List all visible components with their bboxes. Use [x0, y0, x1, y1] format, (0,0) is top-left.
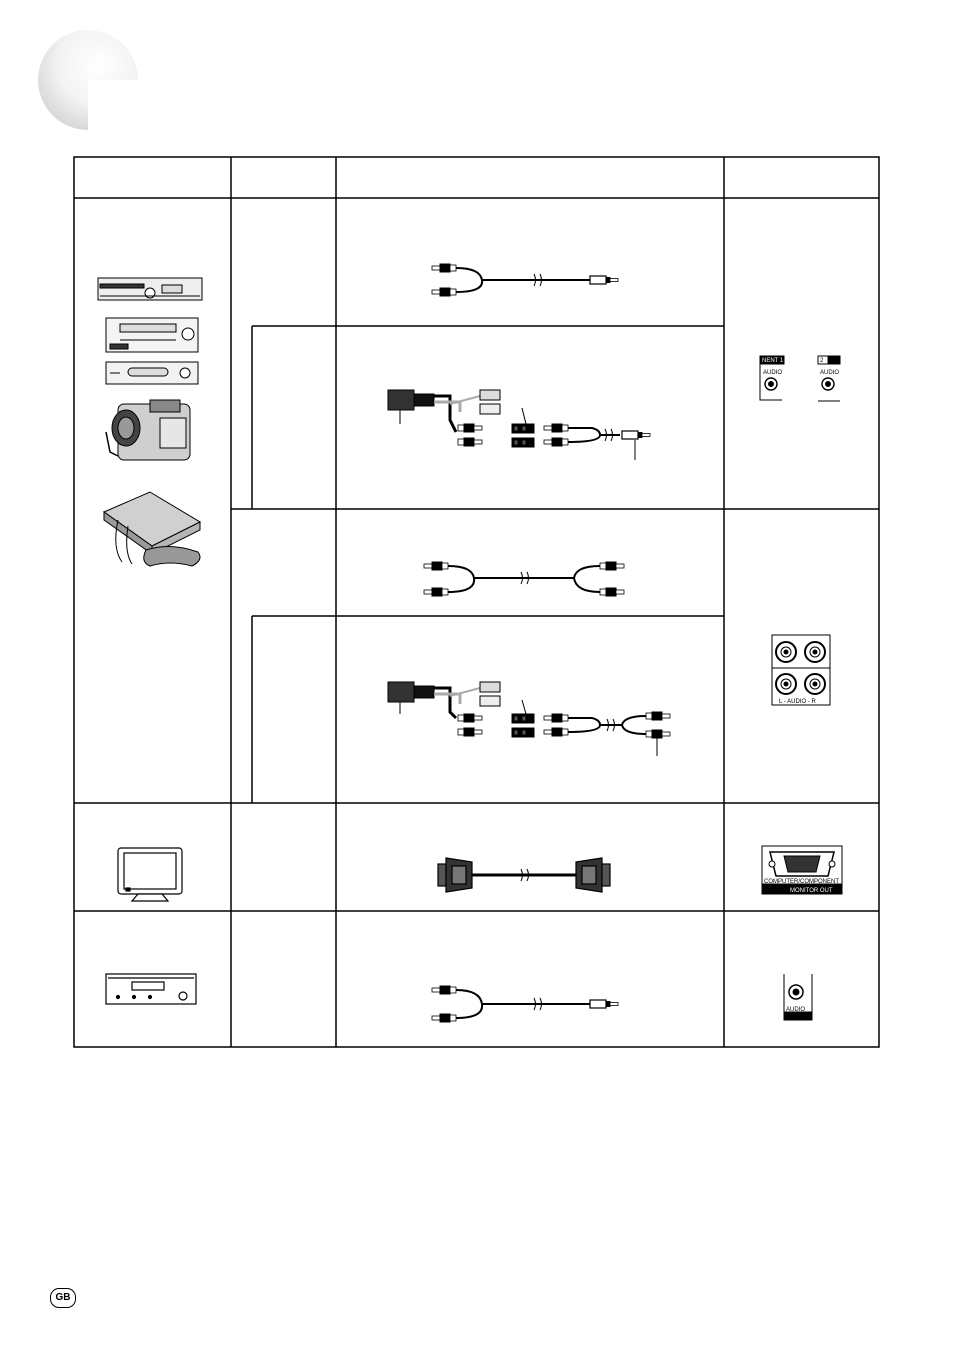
cable-rca-to-minijack-1	[432, 264, 618, 296]
rca-audio-terminal	[772, 635, 830, 705]
audio-1-label: AUDIO	[763, 370, 783, 376]
audio-out-terminal	[784, 974, 812, 1020]
dvd-player-image	[98, 278, 202, 300]
monitor-out-bottom-label: MONITOR OUT	[790, 888, 833, 894]
amplifier-image	[106, 974, 196, 1004]
cable-scart-to-rca	[388, 682, 670, 756]
cable-rgb-dsub	[438, 858, 610, 892]
game-console-image	[104, 492, 200, 566]
region-badge: GB	[50, 1288, 76, 1308]
audio-out-label: AUDIO	[786, 1007, 806, 1013]
component-2-label: 2	[820, 358, 824, 364]
cable-rca-to-rca	[424, 562, 624, 596]
component-1-label: NENT 1	[762, 358, 784, 364]
cable-scart-to-minijack	[388, 390, 650, 460]
camcorder-image	[106, 400, 190, 460]
monitor-out-top-label: COMPUTER/COMPONENT	[764, 879, 839, 885]
receiver-box-image	[106, 362, 198, 384]
audio-2-label: AUDIO	[820, 370, 840, 376]
vcr-image	[106, 318, 198, 352]
monitor-out-terminal	[762, 846, 842, 894]
cable-rca-to-minijack-2	[432, 986, 618, 1022]
rca-audio-label: L - AUDIO - R	[779, 699, 816, 705]
computer-monitor-image	[118, 848, 182, 901]
